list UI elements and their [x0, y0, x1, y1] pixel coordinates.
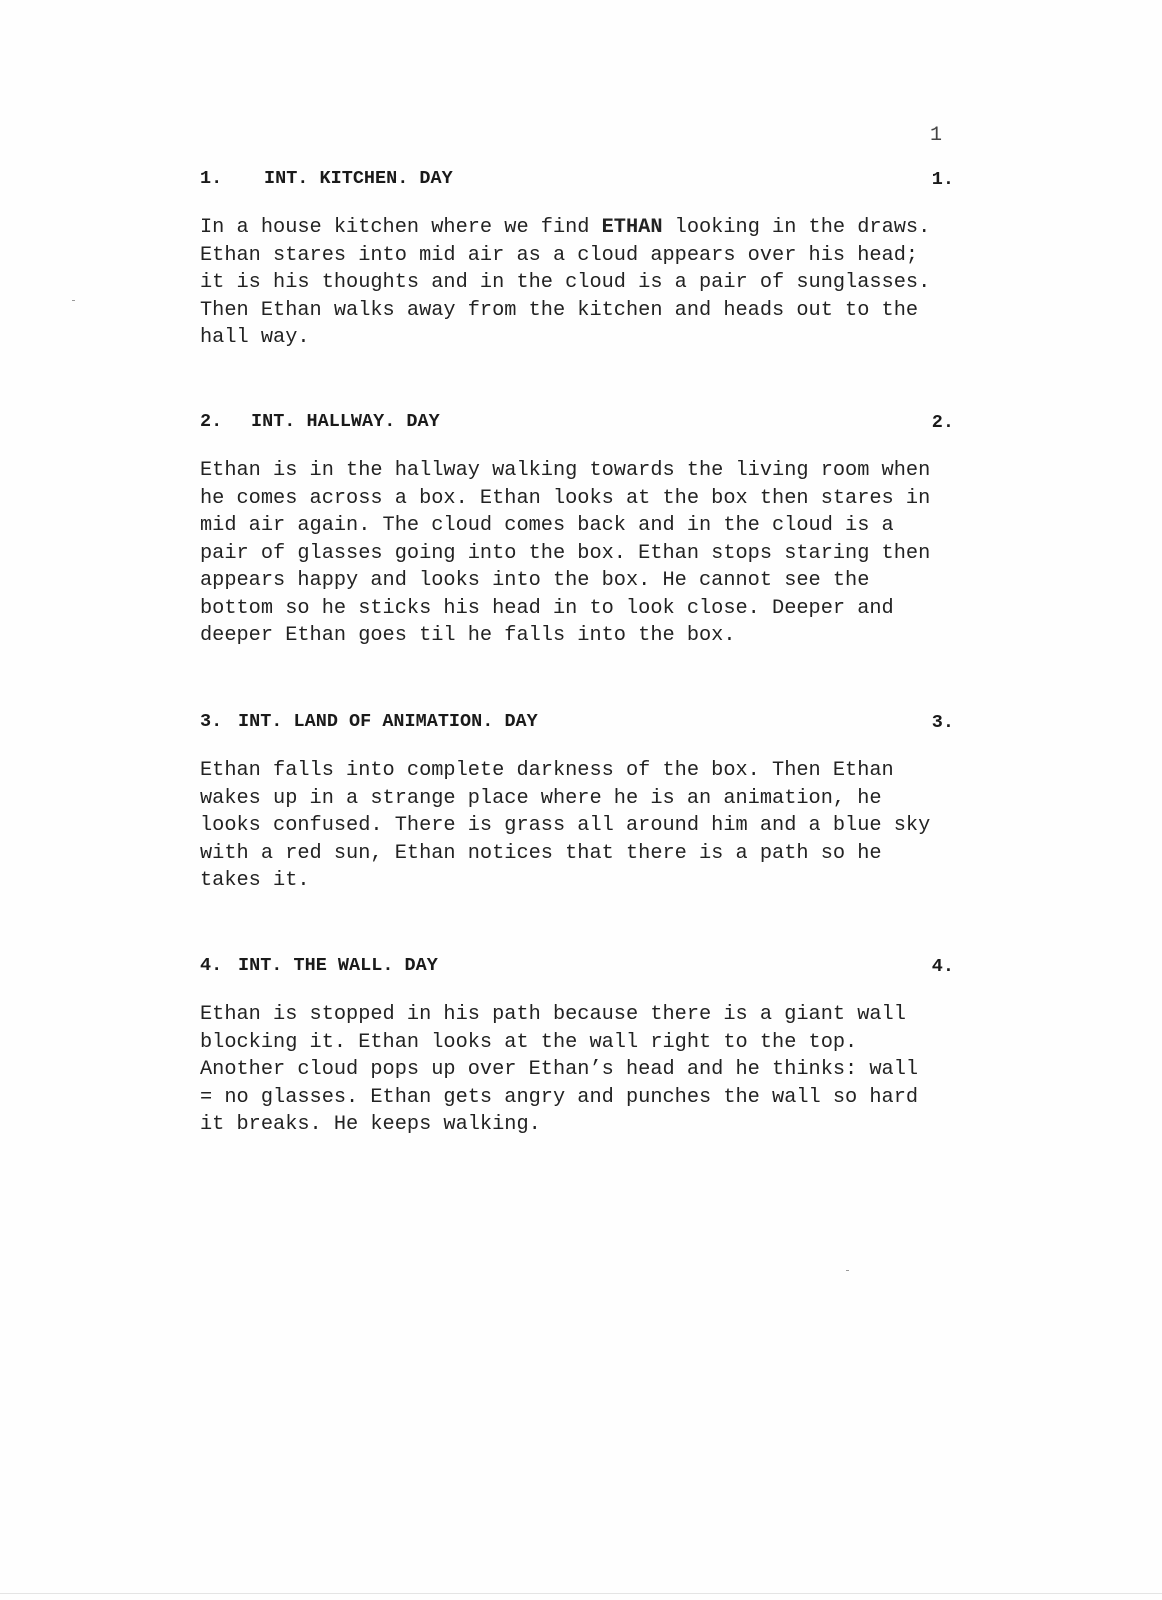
scene-number-right: 1. [931, 169, 954, 190]
action-line [200, 214, 960, 242]
action-line: deeper Ethan goes til he falls into the box. [200, 624, 736, 647]
action-text [200, 1001, 960, 1139]
action-line: blocking it. Ethan looks at the wall right to the top. [200, 1030, 858, 1054]
scene-heading [200, 711, 960, 737]
action-segment: In a house kitchen where we find [200, 216, 602, 239]
action-line: he comes across a box. Ethan looks at the box then stares in [200, 486, 931, 510]
character-name: ETHAN [601, 216, 663, 239]
action-line: it is his thoughts and in the cloud is a pair of sunglasses. [200, 271, 931, 294]
scene-number-right: 3. [931, 712, 954, 733]
scene-number-left: 4. [200, 955, 223, 976]
action-segment: looking in the draws. [662, 216, 931, 239]
page-edge [0, 1593, 1162, 1594]
scene-slugline: INT. LAND OF ANIMATION. DAY [238, 711, 538, 732]
action-line: hall way. [200, 326, 310, 349]
action-line: mid air again. The cloud comes back and in the cloud is a [200, 514, 894, 537]
action-line: with a red sun, Ethan notices that there is a path so he [200, 841, 882, 865]
action-line: takes it. [200, 869, 310, 892]
scene-number-right: 2. [931, 412, 954, 433]
action-line: appears happy and looks into the box. He cannot see the [200, 569, 870, 592]
action-line: Ethan is stopped in his path because there is a giant wall [200, 1003, 906, 1026]
page-number: 1 [930, 124, 943, 147]
action-line: Ethan falls into complete darkness of the box. Then Ethan [200, 759, 894, 782]
scan-speck [72, 300, 75, 301]
scene-slugline: INT. HALLWAY. DAY [251, 411, 440, 432]
scene-heading [200, 168, 960, 194]
action-line: pair of glasses going into the box. Ethan stops staring then [200, 541, 931, 565]
scene-4 [200, 955, 960, 1139]
action-line: Ethan stares into mid air as a cloud appears over his head; [200, 243, 919, 267]
scene-3 [200, 711, 960, 895]
action-line: Another cloud pops up over Ethan’s head and he thinks: wall [200, 1058, 919, 1081]
scene-slugline: INT. KITCHEN. DAY [264, 168, 453, 189]
action-line: it breaks. He keeps walking. [200, 1113, 541, 1136]
action-line: = no glasses. Ethan gets angry and punches the wall so hard [200, 1085, 919, 1109]
scene-number-left: 2. [200, 411, 223, 432]
action-line: Ethan is in the hallway walking towards the living room when [200, 459, 931, 482]
action-line: wakes up in a strange place where he is an animation, he [200, 786, 882, 810]
scene-number-left: 3. [200, 711, 223, 732]
scene-number-right: 4. [931, 956, 954, 977]
scene-2 [200, 411, 960, 650]
scene-heading [200, 411, 960, 437]
scene-number-left: 1. [200, 168, 223, 189]
action-line: looks confused. There is grass all around him and a blue sky [200, 814, 931, 837]
action-text [200, 757, 960, 895]
action-line: Then Ethan walks away from the kitchen and heads out to the [200, 298, 919, 322]
scan-speck [846, 1270, 849, 1271]
scene-1 [200, 168, 960, 352]
scene-heading [200, 955, 960, 981]
action-line: bottom so he sticks his head in to look close. Deeper and [200, 596, 894, 620]
action-text [200, 457, 960, 650]
scene-slugline: INT. THE WALL. DAY [238, 955, 438, 976]
action-text [200, 214, 960, 352]
